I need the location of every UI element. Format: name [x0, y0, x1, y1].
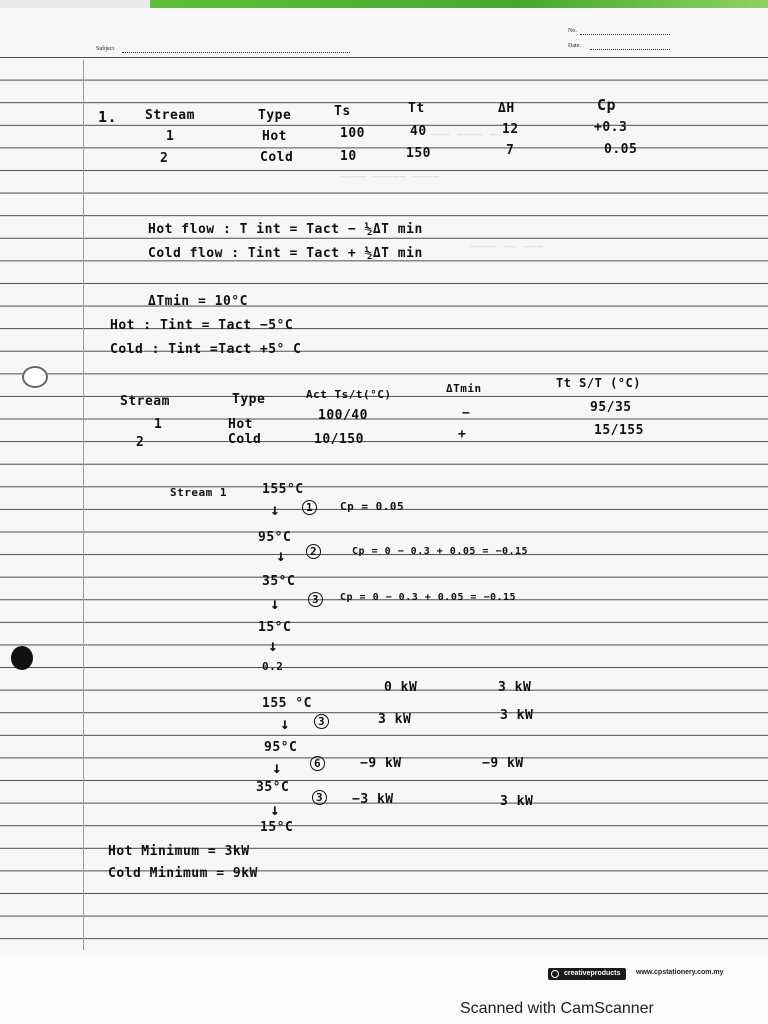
- table-cell: Cold: [228, 432, 262, 447]
- table-cell: 150: [406, 146, 431, 161]
- table-cell: 7: [506, 143, 515, 158]
- margin-line: [83, 60, 84, 950]
- interval-marker: 3: [314, 714, 329, 729]
- table-cell: 0.05: [604, 142, 638, 157]
- date-dots: [590, 49, 670, 50]
- interval-cp: Cp = 0 − 0.3 + 0.05 = −0.15: [340, 592, 517, 603]
- interval-marker: 3: [308, 592, 323, 607]
- cascade-temperature: 155 °C: [262, 696, 312, 711]
- hot-minimum: Hot Minimum = 3kW: [108, 844, 250, 859]
- cascade-temperature: 95°C: [258, 530, 292, 545]
- down-arrow-icon: ↓: [272, 758, 283, 777]
- table-cell: 100/40: [318, 408, 368, 423]
- cold-flow-rule: Cold flow : Tint = Tact + ½ΔT min: [148, 246, 423, 261]
- bleed-through-mark: ~~~~ ~~~~~ ~~~~: [340, 170, 440, 183]
- cascade-temperature: 95°C: [264, 740, 298, 755]
- table-cell: +: [458, 427, 467, 442]
- interval-marker: 1: [302, 500, 317, 515]
- cascade-heat: 3 kW: [500, 708, 534, 723]
- table-cell: 95/35: [590, 400, 632, 415]
- table-cell: 10: [340, 149, 357, 164]
- interval-cp: Cp = 0.05: [340, 500, 405, 513]
- bleed-through-mark: ~~~ ~~~~ ~~~: [430, 128, 510, 141]
- table-header: Cp: [597, 96, 617, 114]
- table-cell: 2: [160, 151, 169, 166]
- table-header: Tt S/T (°C): [556, 376, 641, 390]
- table-cell: 1: [154, 417, 163, 432]
- table-header: Type: [232, 392, 266, 407]
- table-header: ΔH: [498, 101, 515, 116]
- cascade-column-header: 0 kW: [384, 680, 418, 695]
- down-arrow-icon: ↓: [270, 800, 281, 819]
- table-header: ΔTmin: [446, 382, 482, 395]
- cascade-temperature: 15°C: [258, 620, 292, 635]
- down-arrow-icon: ↓: [270, 594, 281, 613]
- table-cell: +0.3: [594, 120, 628, 135]
- hot-shift-rule: Hot : Tint = Tact −5°C: [110, 318, 294, 333]
- interval-cp: Cp = 0 − 0.3 + 0.05 = −0.15: [352, 546, 529, 557]
- cascade-temperature: 0.2: [262, 660, 284, 673]
- table-header: Act Ts/t(°C): [306, 388, 392, 401]
- date-label: Date:: [568, 43, 581, 49]
- table-cell: −: [462, 406, 471, 421]
- brand-logo: [548, 968, 626, 980]
- table-header: Tt: [408, 101, 425, 116]
- cascade-heat: 3 kW: [500, 794, 534, 809]
- interval-marker: 3: [312, 790, 327, 805]
- interval-marker: 2: [306, 544, 321, 559]
- cascade-temperature: 15°C: [260, 820, 294, 835]
- cold-minimum: Cold Minimum = 9kW: [108, 866, 258, 881]
- subject-dots: [122, 52, 350, 53]
- dt-min-value: ΔTmin = 10°C: [148, 294, 248, 309]
- no-dots: [580, 34, 670, 35]
- table-cell: Hot: [228, 417, 253, 432]
- table-cell: 2: [136, 435, 145, 450]
- cascade-heat: −9 kW: [482, 756, 524, 771]
- cold-shift-rule: Cold : Tint =Tact +5° C: [110, 342, 302, 357]
- interval-heat: −3 kW: [352, 792, 394, 807]
- binder-hole-icon: [22, 366, 48, 388]
- table-header: Ts: [334, 104, 351, 119]
- no-label: No.: [568, 28, 577, 34]
- down-arrow-icon: ↓: [270, 500, 281, 519]
- table-header: Stream: [120, 394, 170, 409]
- interval-heat: −9 kW: [360, 756, 402, 771]
- table-cell: 12: [502, 122, 519, 137]
- cascade-column-header: 3 kW: [498, 680, 532, 695]
- question-number: 1.: [98, 108, 118, 126]
- down-arrow-icon: ↓: [280, 714, 291, 733]
- punched-hole-icon: [11, 646, 33, 670]
- table-cell: Hot: [262, 129, 287, 144]
- interval-marker: 6: [310, 756, 325, 771]
- cascade-label: Stream 1: [170, 486, 227, 499]
- table-cell: 40: [410, 124, 427, 139]
- hot-flow-rule: Hot flow : T int = Tact − ½ΔT min: [148, 222, 423, 237]
- cascade-temperature: 35°C: [262, 574, 296, 589]
- down-arrow-icon: ↓: [276, 546, 287, 565]
- table-cell: 10/150: [314, 432, 364, 447]
- subject-label: Subject: [96, 46, 114, 52]
- brand-logo-icon: [551, 970, 559, 978]
- table-cell: 15/155: [594, 423, 644, 438]
- scanner-watermark: Scanned with CamScanner: [460, 1000, 654, 1017]
- table-cell: 100: [340, 126, 365, 141]
- table-header: Stream: [145, 108, 195, 123]
- interval-heat: 3 kW: [378, 712, 412, 727]
- cascade-temperature: 35°C: [256, 780, 290, 795]
- brand-url: www.cpstationery.com.my: [636, 969, 724, 976]
- table-cell: 1: [166, 129, 175, 144]
- cascade-temperature: 155°C: [262, 482, 304, 497]
- table-cell: Cold: [260, 150, 294, 165]
- brand-name: creativeproducts: [564, 970, 621, 977]
- table-header: Type: [258, 108, 292, 123]
- bleed-through-mark: ~~~~ ~~ ~~~: [470, 240, 543, 253]
- down-arrow-icon: ↓: [268, 636, 279, 655]
